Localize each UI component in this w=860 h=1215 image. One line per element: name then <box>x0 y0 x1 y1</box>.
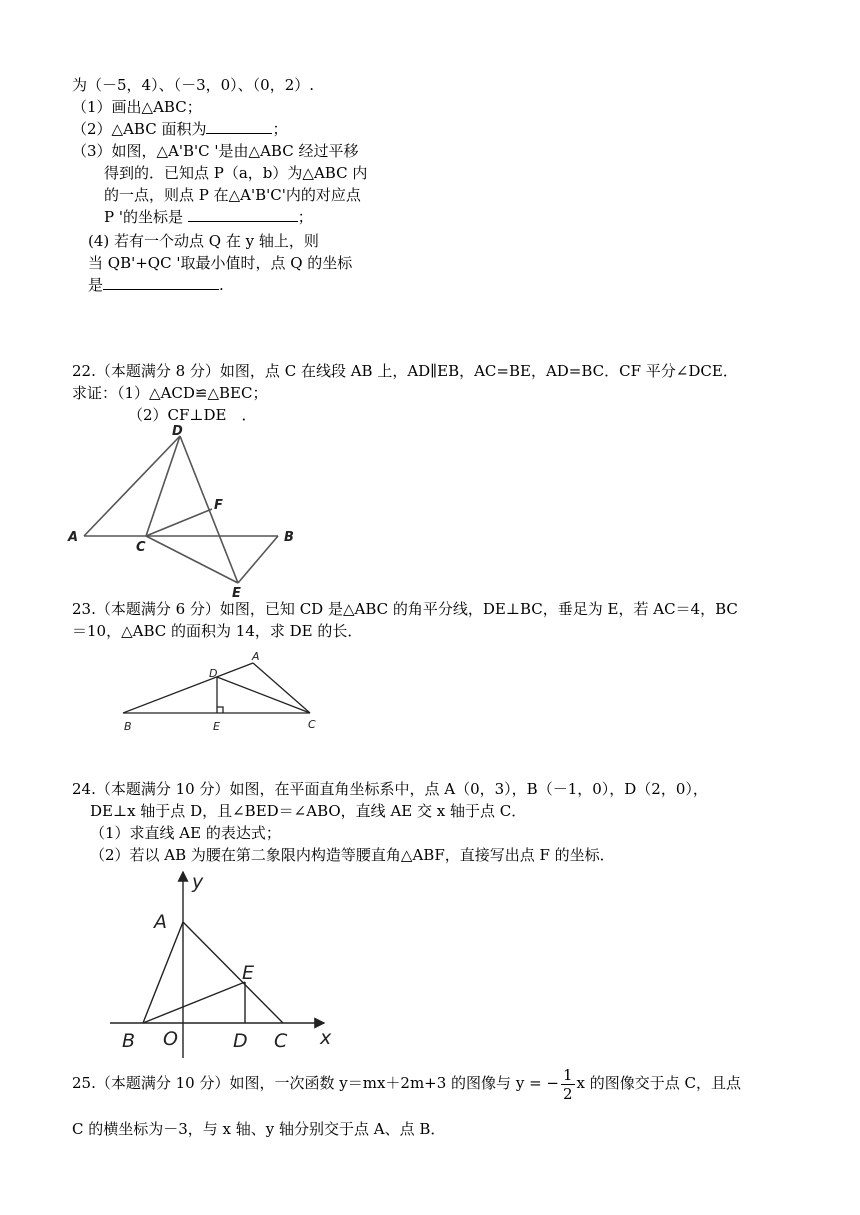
q25-line1-end: x 的图像交于点 C，且点 <box>576 1074 741 1092</box>
q25-line1 <box>72 1064 741 1103</box>
q24-label-y: y <box>192 871 204 893</box>
q22-line3: （2）CF⊥DE ． <box>128 406 257 424</box>
q21-part3-l2: 得到的．已知点 P（a，b）为△ABC 内 <box>104 164 368 182</box>
q23-label-d: D <box>209 667 218 680</box>
q21-part3-l4-text: P '的坐标是 <box>104 208 183 226</box>
q22-label-c: C <box>136 540 146 555</box>
q24-label-o: O <box>163 1028 178 1050</box>
q22-line1: 22.（本题满分 8 分）如图，点 C 在线段 AB 上，AD∥EB，AC=BE，AD=BC．CF 平分∠DCE． <box>72 362 738 380</box>
q21-part3-l4-end: ； <box>297 208 313 226</box>
q22-figure <box>60 420 300 601</box>
q21-part3-l4 <box>104 206 313 228</box>
q24-label-x: x <box>320 1027 332 1049</box>
q21-part4-l2: 当 QB'+QC '取最小值时，点 Q 的坐标 <box>88 254 353 272</box>
q25-fraction <box>561 1066 575 1103</box>
q21-line0: 为（－5，4）、（－3，0）、（0，2）. <box>72 76 315 94</box>
q24-label-c: C <box>274 1030 288 1052</box>
q23-label-e: E <box>213 720 220 733</box>
q21-q-blank[interactable] <box>103 275 219 290</box>
q21-part4-l3 <box>88 274 224 296</box>
q23-figure <box>115 645 355 735</box>
q21-area-blank[interactable] <box>206 119 272 134</box>
q21-coord-blank[interactable] <box>188 207 298 222</box>
q22-label-f: F <box>214 498 223 513</box>
q21-part3-l3: 的一点，则点 P 在△A'B'C'内的对应点 <box>104 186 361 204</box>
q21-part1: （1）画出△ABC； <box>72 98 202 116</box>
q24-label-e: E <box>242 962 255 984</box>
q23-line1: 23.（本题满分 6 分）如图，已知 CD 是△ABC 的角平分线，DE⊥BC，垂足为 E，若 AC＝4，BC <box>72 600 738 618</box>
q25-frac-num: 1 <box>562 1065 573 1084</box>
q21-part4-l1: (4) 若有一个动点 Q 在 y 轴上，则 <box>88 232 319 250</box>
q24-label-a: A <box>154 911 167 933</box>
q24-figure <box>110 868 350 1058</box>
q25-line2: C 的横坐标为－3，与 x 轴、y 轴分别交于点 A、点 B． <box>72 1120 446 1138</box>
q23-label-c: C <box>308 718 316 731</box>
q21-part4-l3-end: . <box>219 276 224 294</box>
q22-label-d: D <box>172 424 183 439</box>
q21-part2-text: （2）△ABC 面积为 <box>72 120 207 138</box>
q21-part3-l1: （3）如图，△A'B'C '是由△ABC 经过平移 <box>72 142 359 160</box>
q25-line1-text: 25.（本题满分 10 分）如图，一次函数 y＝mx＋2m+3 的图像与 y = − <box>72 1074 559 1092</box>
q21-part2-end: ； <box>272 120 288 138</box>
q21-part4-l3-text: 是 <box>88 276 104 294</box>
q22-label-a: A <box>68 530 79 545</box>
q23-label-a: A <box>252 650 260 663</box>
q22-line2: 求证：（1）△ACD≌△BEC； <box>72 384 268 402</box>
q23-label-b: B <box>124 720 132 733</box>
q24-line4: （2）若以 AB 为腰在第二象限内构造等腰直角△ABF，直接写出点 F 的坐标． <box>90 846 615 864</box>
q24-label-b: B <box>122 1030 136 1052</box>
q23-line2: ＝10，△ABC 的面积为 14，求 DE 的长． <box>72 622 363 640</box>
q22-label-e: E <box>232 586 241 601</box>
q22-label-b: B <box>284 530 294 545</box>
q24-line2: DE⊥x 轴于点 D，且∠BED＝∠ABO，直线 AE 交 x 轴于点 C． <box>90 802 527 820</box>
q21-part2 <box>72 118 287 140</box>
q24-line1: 24.（本题满分 10 分）如图，在平面直角坐标系中，点 A（0，3），B（－1，0），D（2，0）， <box>72 780 708 798</box>
q24-line3: （1）求直线 AE 的表达式； <box>90 824 281 842</box>
q25-frac-den: 2 <box>562 1084 573 1103</box>
q24-label-d: D <box>233 1030 248 1052</box>
